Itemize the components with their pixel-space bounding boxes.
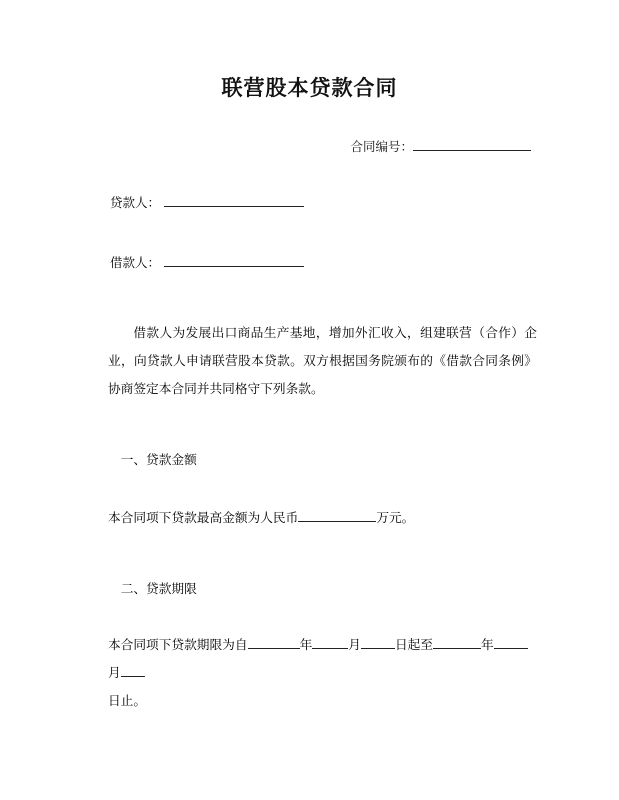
end-year-blank[interactable] bbox=[433, 635, 481, 649]
end-month-unit: 月 bbox=[108, 666, 121, 680]
preamble-paragraph: 借款人为发展出口商品生产基地，增加外汇收入，组建联营（合作）企业，向贷款人申请联营股本贷款。双方根据国务院颁布的《借款合同条例》协商签定本合同并共同格守下列条款。 bbox=[108, 326, 537, 396]
contract-number-label: 合同编号： bbox=[350, 140, 413, 154]
section-heading-loan-amount: 一、贷款金额 bbox=[120, 453, 197, 467]
loan-amount-prefix: 本合同项下贷款最高金额为人民币 bbox=[108, 511, 299, 525]
loan-amount-blank[interactable] bbox=[298, 508, 376, 522]
term-mid-text: 日起至 bbox=[394, 638, 433, 652]
loan-term-prefix: 本合同项下贷款期限为自 bbox=[108, 638, 248, 652]
borrower-line bbox=[0, 253, 619, 271]
start-month-blank[interactable] bbox=[312, 635, 348, 649]
start-day-blank[interactable] bbox=[361, 635, 395, 649]
start-year-unit: 年 bbox=[299, 638, 313, 652]
end-year-unit: 年 bbox=[481, 638, 494, 652]
page-title: 联营股本贷款合同 bbox=[221, 77, 398, 100]
start-month-unit: 月 bbox=[348, 638, 361, 652]
lender-label: 贷款人： bbox=[110, 196, 161, 210]
end-day-blank[interactable] bbox=[121, 663, 145, 677]
lender-blank[interactable] bbox=[164, 193, 304, 207]
section-heading-loan-term: 二、贷款期限 bbox=[120, 582, 197, 596]
borrower-blank[interactable] bbox=[164, 253, 304, 267]
end-month-blank[interactable] bbox=[494, 635, 528, 649]
section-body-loan-amount bbox=[0, 504, 619, 532]
lender-line bbox=[0, 193, 619, 211]
borrower-label: 借款人： bbox=[110, 256, 161, 270]
loan-amount-suffix: 万元。 bbox=[376, 511, 415, 525]
start-year-blank[interactable] bbox=[248, 635, 300, 649]
contract-number-blank[interactable] bbox=[413, 137, 531, 151]
contract-number-line bbox=[0, 137, 619, 155]
section-body-loan-term bbox=[0, 631, 619, 687]
loan-term-tail: 日止。 bbox=[108, 694, 147, 708]
